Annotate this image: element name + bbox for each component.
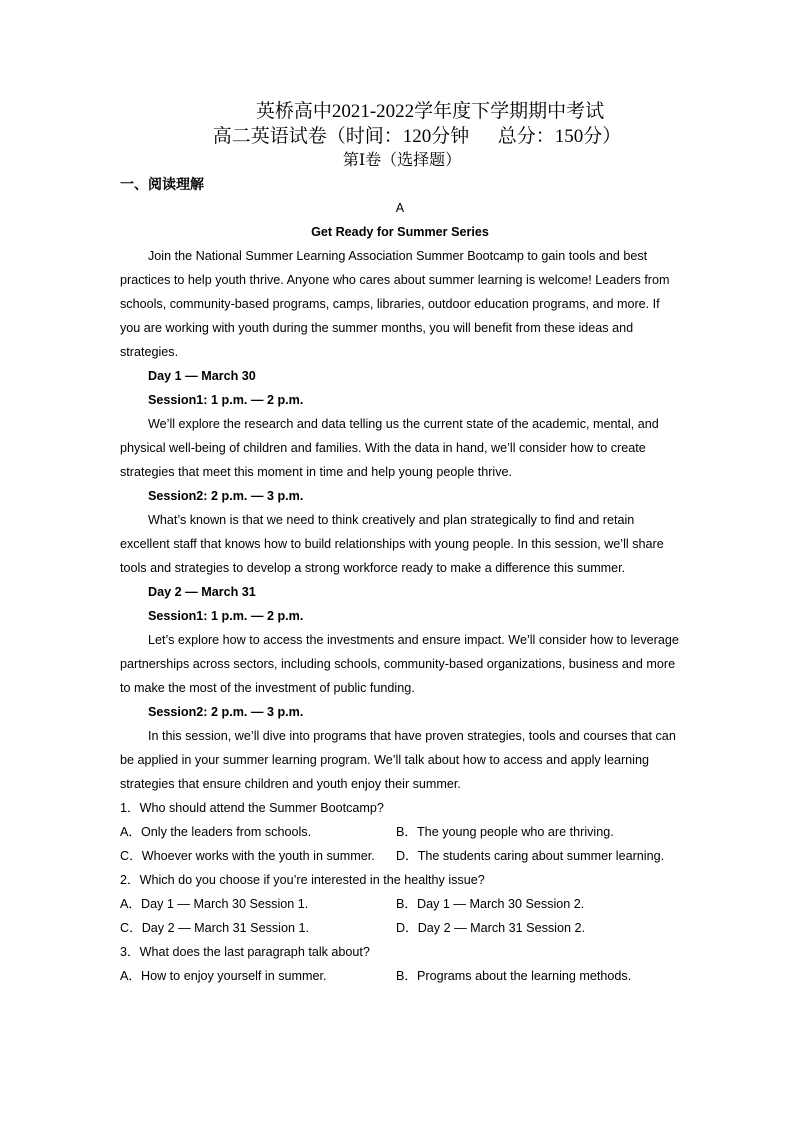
day1-session1-heading: Session1: 1 p.m. — 2 p.m.: [148, 393, 304, 407]
question-1-option-c: C．Whoever works with the youth in summer.: [120, 849, 375, 863]
passage: [120, 196, 680, 988]
question-2-option-b: B．Day 1 — March 30 Session 2.: [396, 897, 585, 911]
question-2-option-d: D．Day 2 — March 31 Session 2.: [396, 921, 585, 935]
question-3-stem: 3．What does the last paragraph talk about?: [120, 945, 370, 959]
question-1-options-row2: [120, 844, 680, 868]
exam-subtitle: 高二英语试卷（时间：120分钟 总分：150分）: [212, 126, 622, 147]
day1-session2-text: What’s known is that we need to think creatively and plan strategically to find and retain excellent staff that knows how to build relationships with young people. In this session, we’ll share tools and strategies to develop a strong workforce ready to make a difference this summer.: [120, 513, 664, 575]
day1-heading: Day 1 — March 30: [148, 369, 256, 383]
day2-session1-heading: Session1: 1 p.m. — 2 p.m.: [148, 609, 304, 623]
exam-title: 英桥高中2021-2022学年度下学期期中考试: [255, 101, 605, 122]
day2-session1-text: Let’s explore how to access the investments and ensure impact. We’ll consider how to leverage partnerships across sectors, including schools, community-based organizations, business and more to make the most of the investment of public funding.: [120, 633, 679, 695]
question-2-stem: 2．Which do you choose if you’re interested in the healthy issue?: [120, 873, 485, 887]
day2-session2-text: In this session, we’ll dive into programs that have proven strategies, tools and courses that can be applied in your summer learning program. We’ll talk about how to access and apply learning strategies that ensure children and youth enjoy their summer.: [120, 729, 676, 791]
question-3-option-a: A．How to enjoy yourself in summer.: [120, 969, 327, 983]
question-3-options-row1: [120, 964, 680, 988]
day1-session2-heading: Session2: 2 p.m. — 3 p.m.: [148, 489, 304, 503]
question-1-option-a: A．Only the leaders from schools.: [120, 825, 312, 839]
section-heading: 一、阅读理解: [120, 176, 204, 192]
question-1-stem: 1．Who should attend the Summer Bootcamp?: [120, 801, 384, 815]
volume-title: 第Ⅰ卷（选择题）: [342, 152, 462, 169]
day2-heading: Day 2 — March 31: [148, 585, 256, 599]
passage-title: Get Ready for Summer Series: [311, 225, 489, 239]
passage-letter: A: [395, 201, 405, 215]
passage-intro: Join the National Summer Learning Association Summer Bootcamp to gain tools and best practices to help youth thrive. Anyone who cares about summer learning is welcome! Leaders from schools, community-based programs, camps, libraries, outdoor education programs, and more. If you are working with youth during the summer months, you will benefit from these ideas and strategies.: [120, 249, 670, 359]
question-2-options-row1: [120, 892, 680, 916]
question-1-option-b: B．The young people who are thriving.: [396, 825, 614, 839]
question-2-options-row2: [120, 916, 680, 940]
day2-session2-heading: Session2: 2 p.m. — 3 p.m.: [148, 705, 304, 719]
question-3-option-b: B．Programs about the learning methods.: [396, 969, 632, 983]
question-2-option-a: A．Day 1 — March 30 Session 1.: [120, 897, 309, 911]
question-1-option-d: D．The students caring about summer learning.: [396, 849, 665, 863]
question-2-option-c: C．Day 2 — March 31 Session 1.: [120, 921, 309, 935]
question-1-options-row1: [120, 820, 680, 844]
day1-session1-text: We’ll explore the research and data telling us the current state of the academic, mental, and physical well-being of children and families. With the data in hand, we’ll consider how to create strategies that meet this moment in time and help young people thrive.: [120, 417, 659, 479]
